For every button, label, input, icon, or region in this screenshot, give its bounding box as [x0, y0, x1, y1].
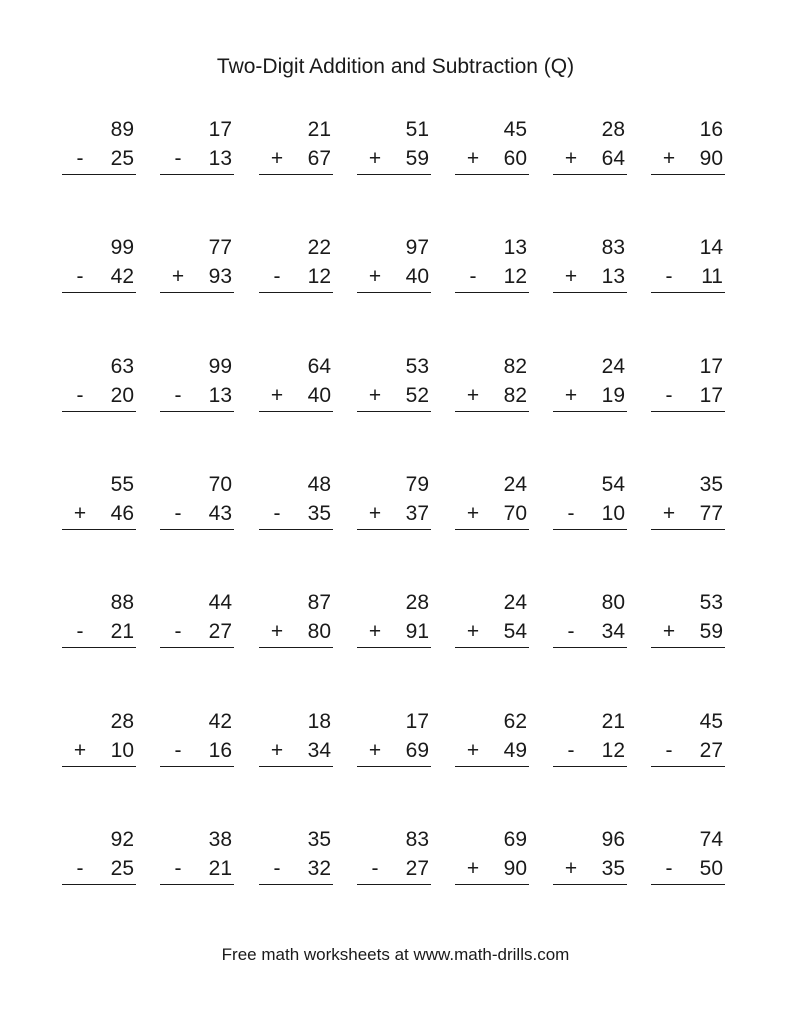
top-number: 48	[307, 473, 331, 496]
bottom-number: 32	[307, 857, 331, 880]
bottom-number: 82	[503, 384, 527, 407]
worksheet-title: Two-Digit Addition and Subtraction (Q)	[216, 55, 575, 78]
operator-sign: +	[564, 857, 578, 880]
problem	[160, 472, 234, 532]
top-number: 24	[503, 473, 527, 496]
operator-sign: -	[76, 620, 84, 643]
operator-sign: -	[665, 265, 673, 288]
answer-line	[651, 529, 725, 530]
top-number: 35	[307, 828, 331, 851]
bottom-number: 50	[699, 857, 723, 880]
problem	[62, 117, 136, 177]
bottom-number: 35	[307, 502, 331, 525]
problem	[553, 827, 627, 887]
top-number: 17	[405, 710, 429, 733]
answer-line	[160, 292, 234, 293]
top-number: 82	[503, 355, 527, 378]
operator-sign: -	[174, 384, 182, 407]
operator-sign: -	[76, 384, 84, 407]
bottom-number: 60	[503, 147, 527, 170]
answer-line	[553, 766, 627, 767]
problem	[553, 472, 627, 532]
problem	[455, 472, 529, 532]
answer-line	[259, 884, 333, 885]
operator-sign: +	[466, 147, 480, 170]
operator-sign: +	[466, 502, 480, 525]
problem	[62, 590, 136, 650]
answer-line	[160, 766, 234, 767]
operator-sign: +	[368, 384, 382, 407]
answer-line	[160, 529, 234, 530]
operator-sign: +	[171, 265, 185, 288]
bottom-number: 20	[110, 384, 134, 407]
top-number: 53	[405, 355, 429, 378]
problem	[357, 827, 431, 887]
problem	[259, 472, 333, 532]
top-number: 83	[601, 236, 625, 259]
problem	[553, 117, 627, 177]
bottom-number: 13	[208, 384, 232, 407]
operator-sign: +	[564, 265, 578, 288]
problem	[455, 117, 529, 177]
answer-line	[553, 174, 627, 175]
top-number: 99	[208, 355, 232, 378]
top-number: 74	[699, 828, 723, 851]
answer-line	[62, 292, 136, 293]
answer-line	[62, 647, 136, 648]
bottom-number: 34	[601, 620, 625, 643]
top-number: 69	[503, 828, 527, 851]
bottom-number: 49	[503, 739, 527, 762]
problem	[455, 235, 529, 295]
operator-sign: +	[73, 502, 87, 525]
answer-line	[357, 292, 431, 293]
bottom-number: 70	[503, 502, 527, 525]
answer-line	[553, 529, 627, 530]
operator-sign: -	[174, 502, 182, 525]
answer-line	[651, 292, 725, 293]
answer-line	[62, 884, 136, 885]
problem	[160, 354, 234, 414]
operator-sign: -	[273, 502, 281, 525]
operator-sign: -	[174, 620, 182, 643]
top-number: 35	[699, 473, 723, 496]
bottom-number: 34	[307, 739, 331, 762]
top-number: 28	[110, 710, 134, 733]
top-number: 97	[405, 236, 429, 259]
operator-sign: +	[73, 739, 87, 762]
problem	[553, 354, 627, 414]
operator-sign: -	[273, 265, 281, 288]
bottom-number: 21	[110, 620, 134, 643]
operator-sign: -	[174, 147, 182, 170]
operator-sign: -	[665, 857, 673, 880]
answer-line	[259, 647, 333, 648]
bottom-number: 27	[699, 739, 723, 762]
top-number: 13	[503, 236, 527, 259]
operator-sign: -	[371, 857, 379, 880]
bottom-number: 52	[405, 384, 429, 407]
bottom-number: 80	[307, 620, 331, 643]
bottom-number: 91	[405, 620, 429, 643]
answer-line	[553, 647, 627, 648]
answer-line	[455, 411, 529, 412]
problem	[455, 590, 529, 650]
operator-sign: +	[368, 739, 382, 762]
bottom-number: 54	[503, 620, 527, 643]
top-number: 70	[208, 473, 232, 496]
bottom-number: 12	[307, 265, 331, 288]
problem	[62, 354, 136, 414]
operator-sign: +	[368, 147, 382, 170]
problem	[259, 709, 333, 769]
operator-sign: -	[76, 265, 84, 288]
bottom-number: 11	[701, 265, 723, 288]
top-number: 96	[601, 828, 625, 851]
top-number: 80	[601, 591, 625, 614]
bottom-number: 40	[405, 265, 429, 288]
bottom-number: 10	[110, 739, 134, 762]
top-number: 14	[699, 236, 723, 259]
operator-sign: +	[564, 147, 578, 170]
top-number: 17	[208, 118, 232, 141]
problem	[357, 354, 431, 414]
bottom-number: 90	[699, 147, 723, 170]
problem	[160, 117, 234, 177]
answer-line	[160, 174, 234, 175]
bottom-number: 37	[405, 502, 429, 525]
problem	[651, 590, 725, 650]
top-number: 24	[601, 355, 625, 378]
bottom-number: 21	[208, 857, 232, 880]
answer-line	[62, 174, 136, 175]
operator-sign: -	[567, 739, 575, 762]
operator-sign: -	[273, 857, 281, 880]
answer-line	[651, 766, 725, 767]
problem	[62, 472, 136, 532]
operator-sign: +	[270, 739, 284, 762]
answer-line	[259, 411, 333, 412]
top-number: 87	[307, 591, 331, 614]
top-number: 24	[503, 591, 527, 614]
operator-sign: +	[270, 620, 284, 643]
problem	[455, 827, 529, 887]
operator-sign: +	[564, 384, 578, 407]
problem	[160, 709, 234, 769]
operator-sign: +	[368, 502, 382, 525]
problem	[62, 709, 136, 769]
bottom-number: 17	[699, 384, 723, 407]
bottom-number: 35	[601, 857, 625, 880]
answer-line	[160, 884, 234, 885]
top-number: 28	[405, 591, 429, 614]
operator-sign: -	[567, 502, 575, 525]
problem	[259, 827, 333, 887]
top-number: 99	[110, 236, 134, 259]
bottom-number: 12	[601, 739, 625, 762]
answer-line	[651, 174, 725, 175]
top-number: 53	[699, 591, 723, 614]
top-number: 79	[405, 473, 429, 496]
bottom-number: 46	[110, 502, 134, 525]
answer-line	[259, 174, 333, 175]
answer-line	[357, 411, 431, 412]
operator-sign: +	[368, 620, 382, 643]
bottom-number: 69	[405, 739, 429, 762]
top-number: 16	[699, 118, 723, 141]
operator-sign: +	[466, 620, 480, 643]
operator-sign: +	[662, 620, 676, 643]
operator-sign: -	[174, 739, 182, 762]
problem	[651, 709, 725, 769]
top-number: 83	[405, 828, 429, 851]
top-number: 18	[307, 710, 331, 733]
bottom-number: 77	[699, 502, 723, 525]
answer-line	[651, 884, 725, 885]
answer-line	[553, 411, 627, 412]
top-number: 88	[110, 591, 134, 614]
problem	[553, 590, 627, 650]
operator-sign: +	[662, 502, 676, 525]
operator-sign: +	[466, 739, 480, 762]
answer-line	[357, 766, 431, 767]
operator-sign: -	[76, 147, 84, 170]
problem	[357, 590, 431, 650]
problem	[455, 354, 529, 414]
answer-line	[553, 884, 627, 885]
footer-text: Free math worksheets at www.math-drills.com	[221, 945, 570, 964]
problem	[160, 827, 234, 887]
bottom-number: 43	[208, 502, 232, 525]
answer-line	[651, 647, 725, 648]
problem	[651, 117, 725, 177]
answer-line	[455, 766, 529, 767]
top-number: 45	[503, 118, 527, 141]
problem	[651, 354, 725, 414]
top-number: 62	[503, 710, 527, 733]
top-number: 89	[110, 118, 134, 141]
operator-sign: +	[368, 265, 382, 288]
answer-line	[455, 884, 529, 885]
top-number: 51	[405, 118, 429, 141]
operator-sign: -	[567, 620, 575, 643]
bottom-number: 40	[307, 384, 331, 407]
answer-line	[357, 529, 431, 530]
bottom-number: 16	[208, 739, 232, 762]
bottom-number: 42	[110, 265, 134, 288]
answer-line	[455, 647, 529, 648]
operator-sign: -	[469, 265, 477, 288]
bottom-number: 25	[110, 147, 134, 170]
top-number: 21	[307, 118, 331, 141]
top-number: 77	[208, 236, 232, 259]
problem	[160, 590, 234, 650]
bottom-number: 10	[601, 502, 625, 525]
top-number: 44	[208, 591, 232, 614]
problem	[357, 472, 431, 532]
answer-line	[357, 647, 431, 648]
answer-line	[651, 411, 725, 412]
top-number: 45	[699, 710, 723, 733]
operator-sign: -	[174, 857, 182, 880]
top-number: 64	[307, 355, 331, 378]
operator-sign: -	[76, 857, 84, 880]
problem	[455, 709, 529, 769]
answer-line	[357, 174, 431, 175]
problem	[553, 235, 627, 295]
operator-sign: +	[270, 384, 284, 407]
bottom-number: 90	[503, 857, 527, 880]
answer-line	[455, 529, 529, 530]
bottom-number: 27	[208, 620, 232, 643]
top-number: 63	[110, 355, 134, 378]
operator-sign: +	[270, 147, 284, 170]
answer-line	[62, 766, 136, 767]
problem	[160, 235, 234, 295]
problem	[651, 235, 725, 295]
answer-line	[455, 174, 529, 175]
answer-line	[62, 411, 136, 412]
answer-line	[62, 529, 136, 530]
bottom-number: 25	[110, 857, 134, 880]
bottom-number: 93	[208, 265, 232, 288]
operator-sign: -	[665, 384, 673, 407]
top-number: 92	[110, 828, 134, 851]
bottom-number: 59	[699, 620, 723, 643]
problem	[357, 235, 431, 295]
problem	[357, 117, 431, 177]
top-number: 54	[601, 473, 625, 496]
problem	[259, 590, 333, 650]
top-number: 38	[208, 828, 232, 851]
problem	[62, 827, 136, 887]
answer-line	[259, 766, 333, 767]
top-number: 42	[208, 710, 232, 733]
bottom-number: 13	[601, 265, 625, 288]
problem	[259, 354, 333, 414]
answer-line	[259, 292, 333, 293]
problem	[553, 709, 627, 769]
answer-line	[160, 411, 234, 412]
bottom-number: 67	[307, 147, 331, 170]
top-number: 21	[601, 710, 625, 733]
operator-sign: +	[662, 147, 676, 170]
problem	[259, 117, 333, 177]
problem	[651, 827, 725, 887]
bottom-number: 12	[503, 265, 527, 288]
answer-line	[259, 529, 333, 530]
top-number: 22	[307, 236, 331, 259]
problem	[651, 472, 725, 532]
bottom-number: 27	[405, 857, 429, 880]
answer-line	[553, 292, 627, 293]
top-number: 17	[699, 355, 723, 378]
operator-sign: -	[665, 739, 673, 762]
bottom-number: 64	[601, 147, 625, 170]
bottom-number: 19	[601, 384, 625, 407]
answer-line	[357, 884, 431, 885]
problem	[259, 235, 333, 295]
top-number: 28	[601, 118, 625, 141]
operator-sign: +	[466, 857, 480, 880]
answer-line	[455, 292, 529, 293]
answer-line	[160, 647, 234, 648]
top-number: 55	[110, 473, 134, 496]
operator-sign: +	[466, 384, 480, 407]
bottom-number: 13	[208, 147, 232, 170]
problem	[62, 235, 136, 295]
bottom-number: 59	[405, 147, 429, 170]
problem	[357, 709, 431, 769]
